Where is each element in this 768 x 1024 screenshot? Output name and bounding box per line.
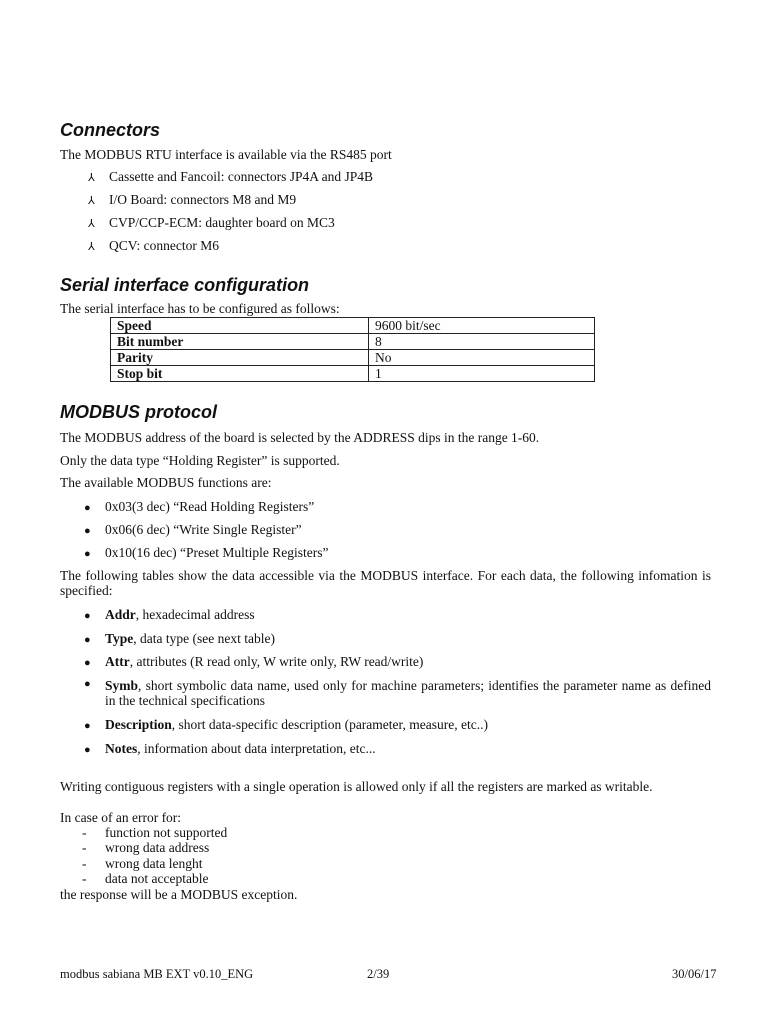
list-item: - function not supported: [82, 825, 228, 840]
list-item: ⅄ CVP/CCP-ECM: daughter board on MC3: [88, 215, 335, 230]
writable-note: Writing contiguous registers with a single operation is allowed only if all the registers are marked as writable.: [60, 779, 653, 794]
arrow-bullet-icon: ⅄: [88, 217, 95, 230]
table-row: Speed 9600 bit/sec: [111, 318, 595, 334]
serial-intro: The serial interface has to be configured as follows:: [60, 301, 340, 316]
bullet-icon: ●: [84, 548, 91, 560]
section-title-connectors: Connectors: [60, 120, 161, 140]
list-item: - data not acceptable: [82, 871, 209, 886]
arrow-bullet-icon: ⅄: [88, 240, 95, 253]
connectors-intro: The MODBUS RTU interface is available via the RS485 port: [60, 147, 392, 162]
footer-document-name: modbus sabiana MB EXT v0.10_ENG: [60, 967, 254, 981]
list-item: ● Type, data type (see next table): [84, 631, 275, 646]
list-item: ● 0x06(6 dec) “Write Single Register”: [84, 522, 302, 537]
section-title-serial: Serial interface configuration: [60, 275, 310, 295]
bullet-icon: ●: [84, 610, 91, 622]
table-row: Parity No: [111, 350, 595, 366]
list-item: ⅄ Cassette and Fancoil: connectors JP4A and JP4B: [88, 169, 373, 184]
section-title-modbus: MODBUS protocol: [60, 402, 217, 422]
footer-page-number: 2/39: [367, 967, 390, 981]
table-row: Stop bit 1: [111, 366, 595, 382]
list-item: ● Symb, short symbolic data name, used only for machine parameters; identifies the parameter name as defined in the technical specifications: [84, 678, 711, 708]
modbus-address-text: The MODBUS address of the board is selected by the ADDRESS dips in the range 1-60.: [60, 430, 540, 445]
list-item: - wrong data address: [82, 840, 210, 855]
bullet-icon: ●: [84, 634, 91, 646]
modbus-datatype-text: Only the data type “Holding Register” is supported.: [60, 453, 340, 468]
list-item: ● Addr, hexadecimal address: [84, 607, 255, 622]
list-item: ● Notes, information about data interpretation, etc...: [84, 741, 376, 756]
footer-date: 30/06/17: [672, 967, 717, 981]
bullet-icon: ●: [84, 678, 91, 690]
serial-config-table: [110, 317, 595, 382]
exception-note: the response will be a MODBUS exception.: [60, 887, 298, 902]
bullet-icon: ●: [84, 525, 91, 537]
bullet-icon: ●: [84, 720, 91, 732]
list-item: ⅄ I/O Board: connectors M8 and M9: [88, 192, 297, 207]
arrow-bullet-icon: ⅄: [88, 194, 95, 207]
arrow-bullet-icon: ⅄: [88, 171, 95, 184]
list-item: ● 0x10(16 dec) “Preset Multiple Registers”: [84, 545, 329, 560]
bullet-icon: ●: [84, 744, 91, 756]
list-item: - wrong data lenght: [82, 856, 203, 871]
error-intro: In case of an error for:: [60, 810, 182, 825]
list-item: ● Description, short data-specific description (parameter, measure, etc..): [84, 717, 488, 732]
list-item: ● Attr, attributes (R read only, W write only, RW read/write): [84, 654, 424, 669]
list-item: ⅄ QCV: connector M6: [88, 238, 219, 253]
list-item: ● 0x03(3 dec) “Read Holding Registers”: [84, 499, 315, 514]
tables-intro-paragraph: The following tables show the data accessible via the MODBUS interface. For each data, the following infomation is specified:: [60, 568, 711, 598]
modbus-functions-intro: The available MODBUS functions are:: [60, 475, 272, 490]
bullet-icon: ●: [84, 657, 91, 669]
bullet-icon: ●: [84, 502, 91, 514]
table-row: Bit number 8: [111, 334, 595, 350]
